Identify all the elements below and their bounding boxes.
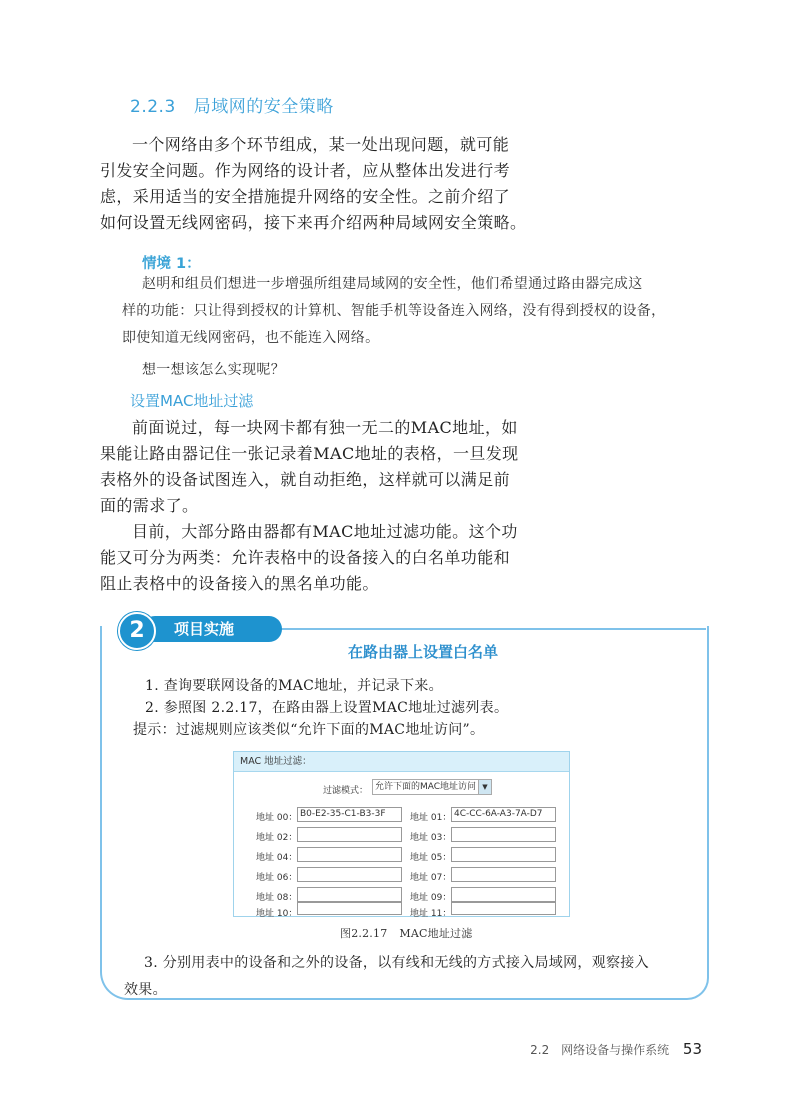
project-step-line: 效果。 (124, 982, 167, 998)
address-label: 地址 01： (410, 813, 452, 823)
project-step: 1. 查询要联网设备的MAC地址，并记录下来。 (145, 678, 443, 694)
number-badge-icon: 2 (118, 612, 156, 650)
mac-filter-screenshot (233, 751, 570, 917)
mac-line: 果能让路由器记住一张记录着MAC地址的表格，一旦发现 (100, 444, 519, 463)
address-input[interactable]: B0-E2-35-C1-B3-3F (297, 807, 402, 822)
mac-line: 前面说过，每一块网卡都有独一无二的MAC地址，如 (132, 418, 518, 437)
scenario-title: 情境 1： (142, 256, 201, 272)
project-step-3 (124, 950, 649, 1004)
project-steps (133, 675, 509, 741)
footer-chapter: 2.2 (530, 1043, 550, 1057)
address-label: 地址 03： (410, 833, 452, 843)
scenario-line: 样的功能：只让得到授权的计算机、智能手机等设备连入网络，没有得到授权的设备， (122, 303, 666, 319)
filter-mode-select[interactable] (372, 779, 492, 795)
mac-paragraph-2 (100, 519, 518, 597)
filter-mode-value: 允许下面的MAC地址访问 (375, 782, 477, 792)
intro-line: 如何设置无线网密码，接下来再介绍两种局域网安全策略。 (100, 213, 527, 232)
address-label: 地址 07： (410, 873, 452, 883)
page-footer (530, 1040, 702, 1058)
address-label: 地址 04： (256, 853, 298, 863)
section-title: 局域网的安全策略 (193, 97, 334, 117)
address-input[interactable] (297, 827, 402, 842)
address-label: 地址 02： (256, 833, 298, 843)
project-frame-topline (272, 628, 706, 630)
address-input[interactable] (451, 902, 556, 915)
scenario-paragraph (122, 271, 665, 384)
mac-section-title: 设置MAC地址过滤 (130, 392, 254, 410)
address-input[interactable] (297, 847, 402, 862)
address-label: 地址 11： (410, 909, 452, 919)
address-label: 地址 09： (410, 893, 452, 903)
address-input[interactable] (451, 827, 556, 842)
address-label: 地址 05： (410, 853, 452, 863)
scenario-question: 想一想该怎么实现呢？ (142, 362, 285, 378)
address-label: 地址 06： (256, 873, 298, 883)
section-number: 2.2.3 (130, 97, 176, 117)
address-label: 地址 08： (256, 893, 298, 903)
chevron-down-icon[interactable]: ▼ (478, 780, 491, 794)
intro-line: 虑，采用适当的安全措施提升网络的安全性。之前介绍了 (100, 187, 511, 206)
figure-caption-text: MAC地址过滤 (399, 927, 473, 940)
intro-paragraph (100, 132, 526, 236)
address-input[interactable] (451, 847, 556, 862)
project-title: 在路由器上设置白名单 (348, 643, 499, 661)
project-hint: 提示：过滤规则应该类似“允许下面的MAC地址访问”。 (133, 722, 485, 738)
address-input[interactable] (297, 902, 402, 915)
mac-line: 能又可分为两类：允许表格中的设备接入的白名单功能和 (100, 548, 511, 567)
mac-line: 表格外的设备试图连入，就自动拒绝，这样就可以满足前 (100, 470, 511, 489)
mac-filter-header: MAC 地址过滤： (234, 752, 569, 772)
footer-chapter-title: 网络设备与操作系统 (561, 1043, 670, 1057)
project-badge-label: 项目实施 (142, 616, 282, 642)
figure-caption (340, 925, 472, 941)
page-number: 53 (682, 1040, 702, 1058)
project-step: 2. 参照图 2.2.17，在路由器上设置MAC地址过滤列表。 (145, 700, 509, 716)
scenario-line: 即使知道无线网密码，也不能连入网络。 (122, 330, 380, 346)
mac-line: 面的需求了。 (100, 496, 199, 515)
filter-mode-label: 过滤模式： (323, 786, 369, 796)
address-input[interactable] (297, 867, 402, 882)
project-badge (118, 612, 274, 646)
address-input[interactable] (451, 887, 556, 902)
address-label: 地址 10： (256, 909, 298, 919)
intro-line: 一个网络由多个环节组成，某一处出现问题，就可能 (132, 135, 510, 154)
scenario-line: 赵明和组员们想进一步增强所组建局域网的安全性，他们希望通过路由器完成这 (142, 276, 643, 292)
address-input[interactable] (451, 867, 556, 882)
mac-line: 阻止表格中的设备接入的黑名单功能。 (100, 574, 379, 593)
address-input[interactable] (297, 887, 402, 902)
section-heading (130, 92, 334, 117)
project-step-line: 3. 分别用表中的设备和之外的设备，以有线和无线的方式接入局域网，观察接入 (144, 955, 649, 971)
intro-line: 引发安全问题。作为网络的设计者，应从整体出发进行考 (100, 161, 511, 180)
mac-line: 目前，大部分路由器都有MAC地址过滤功能。这个功 (132, 522, 518, 541)
address-label: 地址 00： (256, 813, 298, 823)
mac-paragraph-1 (100, 415, 519, 519)
address-input[interactable]: 4C-CC-6A-A3-7A-D7 (451, 807, 556, 822)
figure-number: 图2.2.17 (340, 927, 388, 940)
